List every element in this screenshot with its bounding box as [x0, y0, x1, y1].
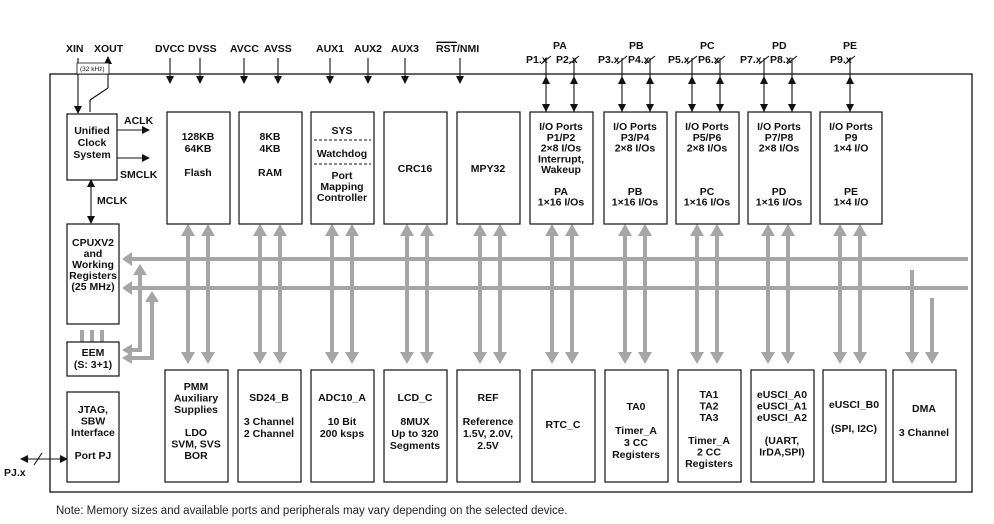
- label-line: Timer_A: [615, 425, 657, 437]
- pin-p4x: P4.x: [628, 54, 650, 66]
- label-line: EEM: [81, 347, 105, 359]
- label-line: 1×16 I/Os: [537, 196, 585, 209]
- label-line: 1×4 I/O: [833, 196, 869, 209]
- label-sys: SYS: [331, 125, 353, 137]
- label-line: 2 CC: [697, 446, 721, 459]
- label-line: SD24_B: [249, 392, 289, 404]
- label-line: eUSCI_A0: [756, 389, 808, 401]
- label-line: 1×16 I/Os: [683, 196, 731, 209]
- label-line: 128KB: [181, 131, 215, 143]
- pin-xin: XIN: [66, 43, 84, 55]
- label-line: LCD_C: [397, 392, 433, 404]
- label-line: 2.5V: [477, 440, 499, 452]
- label-line: P9: [844, 131, 858, 144]
- label-line: 10 Bit: [327, 416, 357, 428]
- signal-aclk: ACLK: [124, 115, 154, 127]
- label-line: 8MUX: [400, 416, 430, 428]
- eem-bus-link: [122, 264, 159, 364]
- pin-aux3: AUX3: [391, 43, 420, 55]
- label-line: Mapping: [320, 181, 364, 193]
- port-label-pa: PA: [553, 40, 567, 52]
- label-line: eUSCI_A1: [756, 400, 808, 413]
- label-line: I/O Ports: [685, 121, 729, 133]
- label-line: 64KB: [184, 143, 212, 155]
- label-cpuxv2: [69, 237, 117, 293]
- label-line: 2×8 I/Os: [540, 142, 582, 155]
- label-line: TA2: [699, 400, 719, 413]
- pin-pjx: PJ.x: [4, 467, 26, 479]
- label-line: Port: [331, 170, 353, 182]
- top-pins: [74, 56, 855, 114]
- label-line: (UART,: [764, 435, 800, 447]
- label-line: Interrupt,: [537, 153, 585, 166]
- label-line: PE: [843, 185, 859, 198]
- label-line: Registers: [685, 458, 733, 470]
- label-line: SBW: [80, 415, 106, 428]
- label-line: TA1: [699, 389, 719, 401]
- label-line: 2×8 I/Os: [758, 142, 800, 155]
- label-line: 8KB: [259, 131, 281, 143]
- label-line: 1×16 I/Os: [755, 196, 803, 209]
- label-line: Registers: [612, 449, 660, 461]
- pin-p6x: P6.x: [698, 54, 720, 66]
- label-line: 2×8 I/Os: [686, 142, 728, 155]
- port-label-pe: PE: [843, 40, 858, 52]
- pin-rst-overline: RST: [436, 43, 457, 55]
- label-mpy32: MPY32: [470, 163, 506, 175]
- pin-dvcc: DVCC: [155, 43, 185, 55]
- pin-aux2: AUX2: [354, 43, 383, 55]
- label-sd24-b: [244, 392, 294, 440]
- label-line: 2×8 I/Os: [614, 142, 656, 155]
- label-line: PMM: [183, 381, 209, 393]
- label-line: Segments: [389, 440, 441, 452]
- pin-p2x: P2.x: [556, 54, 578, 66]
- label-line: I/O Ports: [539, 121, 583, 133]
- label-line: ADC10_A: [318, 392, 366, 404]
- signal-mclk: MCLK: [97, 195, 128, 207]
- footnote: Note: Memory sizes and available ports and peripherals may vary depending on the selected device.: [56, 505, 568, 517]
- label-line: 3 Channel: [243, 416, 295, 428]
- label-line: P5/P6: [692, 131, 722, 144]
- label-line: (SPI, I2C): [830, 423, 878, 435]
- label-line: 3 Channel: [898, 427, 950, 439]
- pin-avcc: AVCC: [230, 43, 259, 55]
- label-line: Working: [72, 259, 114, 271]
- bus-connectors: [80, 224, 939, 364]
- signal-smclk: SMCLK: [120, 169, 158, 181]
- label-line: PC: [699, 185, 715, 198]
- label-line: 1×4 I/O: [833, 142, 869, 155]
- label-line: and: [83, 248, 103, 260]
- pin-p7x: P7.x: [740, 54, 762, 66]
- label-line: Reference: [462, 416, 514, 428]
- label-line: REF: [477, 392, 499, 404]
- label-line: eUSCI_B0: [828, 399, 880, 411]
- label-line: I/O Ports: [613, 121, 657, 133]
- label-watchdog: Watchdog: [316, 148, 368, 160]
- port-label-pc: PC: [700, 40, 715, 52]
- block-eusci-a: [751, 370, 814, 482]
- pin-rst-nmi: [436, 43, 479, 55]
- label-line: Registers: [69, 270, 117, 282]
- pin-p5x: P5.x: [668, 54, 690, 66]
- label-line: PB: [627, 185, 643, 198]
- pin-avss: AVSS: [264, 43, 292, 55]
- label-line: 200 ksps: [319, 428, 365, 440]
- label-line: Port PJ: [74, 450, 112, 462]
- label-line: 3 CC: [624, 437, 648, 449]
- xtal-frequency: (32 kHz): [80, 66, 105, 73]
- label-line: TA3: [699, 412, 719, 424]
- label-line: JTAG,: [77, 404, 109, 416]
- block-dma: [893, 370, 956, 482]
- label-line: IrDA,SPI): [759, 446, 805, 459]
- label-line: PD: [771, 185, 787, 198]
- pin-p8x: P8.x: [770, 54, 792, 66]
- pin-nmi: /NMI: [457, 43, 480, 55]
- label-line: Unified: [74, 125, 110, 137]
- label-line: P3/P4: [620, 131, 650, 144]
- label-line: System: [73, 149, 111, 161]
- pin-aux1: AUX1: [316, 43, 345, 55]
- label-line: Wakeup: [541, 164, 581, 177]
- label-eusci-a: [757, 389, 807, 459]
- label-line: 1×16 I/Os: [611, 196, 659, 209]
- label-line: Controller: [316, 192, 368, 204]
- label-line: PA: [554, 185, 568, 198]
- label-line: Flash: [184, 167, 212, 179]
- port-label-pb: PB: [629, 40, 644, 52]
- label-unified-clock-system: [73, 125, 110, 161]
- label-line: 2 Channel: [243, 428, 295, 440]
- pin-p1x: P1.x: [526, 54, 548, 66]
- label-line: DMA: [912, 403, 936, 415]
- label-rtc-c: RTC_C: [545, 419, 581, 431]
- label-line: CPUXV2: [71, 237, 115, 249]
- label-line: P1/P2: [546, 131, 576, 144]
- label-line: RAM: [258, 167, 282, 179]
- label-line: (25 MHz): [71, 281, 115, 293]
- pin-p3x: P3.x: [598, 54, 620, 66]
- label-line: I/O Ports: [829, 121, 873, 133]
- label-line: Clock: [77, 137, 107, 149]
- label-line: Auxiliary: [173, 392, 219, 405]
- pin-dvss: DVSS: [188, 43, 217, 55]
- label-line: LDO: [184, 427, 208, 439]
- label-line: P7/P8: [764, 131, 794, 144]
- label-line: eUSCI_A2: [756, 412, 808, 424]
- label-line: 4KB: [259, 143, 281, 155]
- label-line: TA0: [626, 401, 646, 413]
- label-line: Timer_A: [688, 435, 730, 447]
- pj-pin: [20, 453, 68, 465]
- label-line: BOR: [184, 450, 208, 462]
- pin-xout: XOUT: [94, 43, 124, 55]
- label-crc16: CRC16: [397, 163, 433, 175]
- label-line: Interface: [71, 427, 115, 439]
- port-label-pd: PD: [772, 40, 787, 52]
- label-line: 1.5V, 2.0V,: [462, 428, 514, 440]
- label-line: (S: 3+1): [73, 359, 113, 371]
- pin-p9x: P9.x: [830, 54, 852, 66]
- label-line: I/O Ports: [757, 121, 801, 133]
- label-line: Supplies: [174, 404, 218, 416]
- label-line: SVM, SVS: [171, 438, 221, 451]
- label-line: Up to 320: [391, 428, 439, 440]
